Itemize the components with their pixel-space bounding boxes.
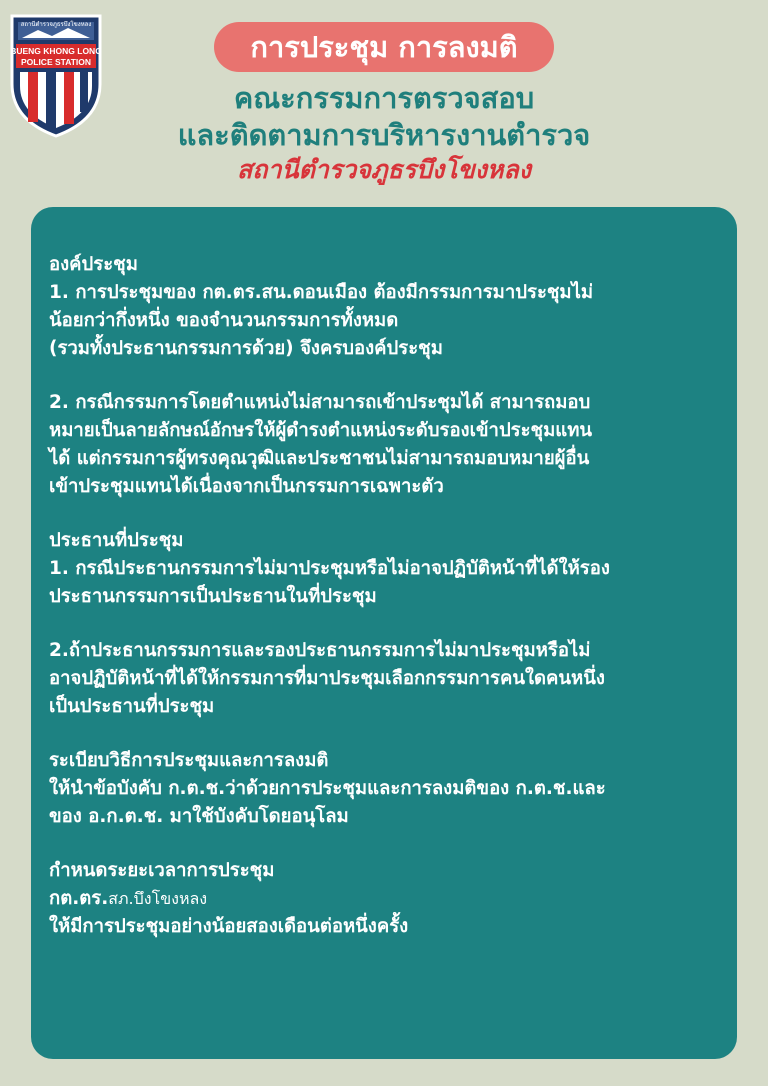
section-voting-rules [49,747,725,831]
org-small: สภ.บึงโขงหลง [108,889,208,908]
paragraph [49,637,725,721]
subtitle-committee: คณะกรรมการตรวจสอบ [233,81,535,115]
section-quorum [49,251,725,501]
text-line: หมายเป็นลายลักษณ์อักษรให้ผู้ดำรงตำแหน่งระดับรองเข้าประชุมแทน [49,420,593,441]
section-chairman [49,527,725,721]
text-line: (รวมทั้งประธานกรรมการด้วย) จึงครบองค์ประชุม [49,338,443,359]
section-heading: กำหนดระยะเวลาการประชุม [49,860,275,881]
text-line: น้อยกว่ากึ่งหนึ่ง ของจำนวนกรรมการทั้งหมด [49,310,399,331]
section-heading: ประธานที่ประชุม [49,530,184,551]
subtitle-police-admin: และติดตามการบริหารงานตำรวจ [177,118,591,152]
text-line: 1. กรณีประธานกรรมการไม่มาประชุมหรือไม่อาจปฏิบัติหน้าที่ได้ให้รอง [49,558,610,579]
logo-line1: BUENG KHONG LONG [10,46,102,56]
section-schedule [49,857,725,941]
content-panel [31,207,737,1059]
section-heading: องค์ประชุม [49,254,138,275]
text-line: อาจปฏิบัติหน้าที่ได้ให้กรรมการที่มาประชุมเลือกกรรมการคนใดคนหนึ่ง [49,668,605,689]
paragraph [49,279,725,363]
logo-line2: POLICE STATION [20,57,92,67]
paragraph [49,389,725,501]
text-line: ให้นำข้อบังคับ ก.ต.ช.ว่าด้วยการประชุมและการลงมติของ ก.ต.ช.และ [49,778,606,799]
text-line: 2. กรณีกรรมการโดยตำแหน่งไม่สามารถเข้าประชุมได้ สามารถมอบ [49,392,591,413]
text-line: ให้มีการประชุมอย่างน้อยสองเดือนต่อหนึ่งครั้ง [49,916,409,937]
text-line: 2.ถ้าประธานกรรมการและรองประธานกรรมการไม่มาประชุมหรือไม่ [49,640,591,661]
text-line: ได้ แต่กรรมการผู้ทรงคุณวุฒิและประชาชนไม่สามารถมอบหมายผู้อื่น [49,448,590,469]
org-line [49,885,725,913]
text-line: เข้าประชุมแทนได้เนื่องจากเป็นกรรมการเฉพาะตัว [49,476,444,497]
subtitle-station: สถานีตำรวจภูธรบึงโขงหลง [237,155,531,184]
paragraph [49,555,725,611]
logo-top-text: สถานีตำรวจภูธรบึงโขงหลง [20,21,92,28]
section-heading: ระเบียบวิธีการประชุมและการลงมติ [49,750,329,771]
text-line: ประธานกรรมการเป็นประธานในที่ประชุม [49,586,377,607]
title-pill: การประชุม การลงมติ [214,22,554,72]
text-line: ของ อ.ก.ต.ช. มาใช้บังคับโดยอนุโลม [49,806,349,827]
text-line: เป็นประธานที่ประชุม [49,696,215,717]
paragraph [49,775,725,831]
text-line: 1. การประชุมของ กต.ตร.สน.ดอนเมือง ต้องมีกรรมการมาประชุมไม่ [49,282,594,303]
org-bold: กต.ตร. [49,888,109,909]
